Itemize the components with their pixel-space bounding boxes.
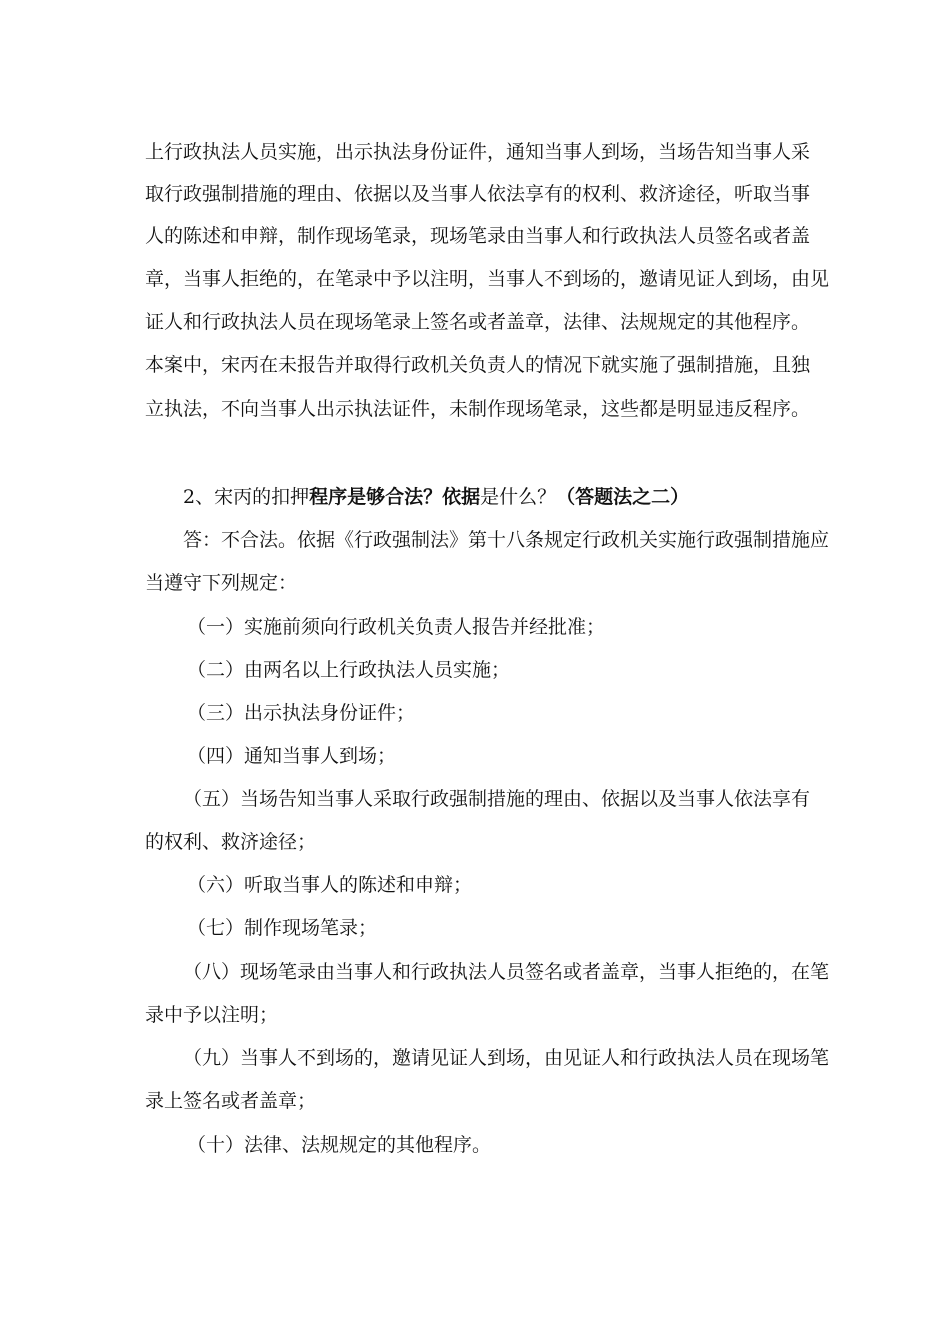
question-text-bold-1: 程序是够合法？依据 [309,486,481,508]
list-item-9-line-1: （九）当事人不到场的，邀请见证人到场，由见证人和行政执法人员在现场笔 [183,1047,830,1069]
list-item-3: （三）出示执法身份证件； [187,702,416,724]
list-item-10: （十）法律、法规规定的其他程序。 [187,1134,492,1156]
para1-line-4: 章，当事人拒绝的，在笔录中予以注明，当事人不到场的，邀请见证人到场，由见 [145,268,830,290]
para1-line-7: 立执法，不向当事人出示执法证件，未制作现场笔录，这些都是明显违反程序。 [145,398,811,420]
para1-line-3: 人的陈述和申辩，制作现场笔录，现场笔录由当事人和行政执法人员签名或者盖 [145,225,811,247]
para1-line-6: 本案中，宋丙在未报告并取得行政机关负责人的情况下就实施了强制措施，且独 [145,354,811,376]
list-item-8-line-1: （八）现场笔录由当事人和行政执法人员签名或者盖章，当事人拒绝的，在笔 [183,961,830,983]
para1-line-1: 上行政执法人员实施，出示执法身份证件，通知当事人到场，当场告知当事人采 [145,141,811,163]
list-item-9-line-2: 录上签名或者盖章； [145,1090,317,1112]
list-item-4: （四）通知当事人到场； [187,745,397,767]
list-item-1: （一）实施前须向行政机关负责人报告并经批准； [187,616,606,638]
question-text-bold-2: （答题法之二） [556,486,690,508]
question-text-2: 是什么？ [480,486,557,508]
list-item-6: （六）听取当事人的陈述和申辩； [187,874,473,896]
question-text-1: 2、宋丙的扣押 [183,486,310,508]
list-item-8-line-2: 录中予以注明； [145,1004,279,1026]
para1-line-5: 证人和行政执法人员在现场笔录上签名或者盖章，法律、法规规定的其他程序。 [145,311,811,333]
para1-line-2: 取行政强制措施的理由、依据以及当事人依法享有的权利、救济途径，听取当事 [145,183,811,205]
list-item-2: （二）由两名以上行政执法人员实施； [187,659,511,681]
list-item-5-line-2: 的权利、救济途径； [145,831,317,853]
answer-line-1: 答：不合法。依据《行政强制法》第十八条规定行政机关实施行政强制措施应 [183,529,830,551]
list-item-5-line-1: （五）当场告知当事人采取行政强制措施的理由、依据以及当事人依法享有 [183,788,811,810]
answer-line-2: 当遵守下列规定： [145,572,298,594]
question-heading [183,485,689,509]
list-item-7: （七）制作现场笔录； [187,917,378,939]
